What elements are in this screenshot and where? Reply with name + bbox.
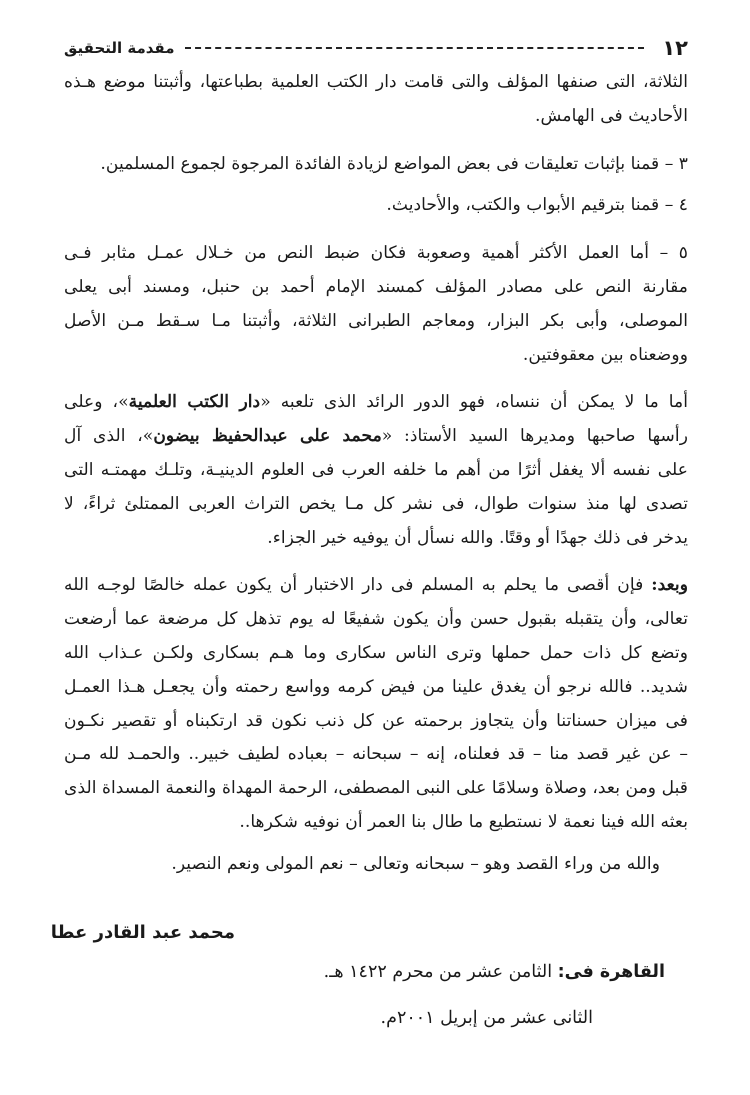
- text-fragment: رأسها صاحبها ومديرها السيد الأستاذ: «: [381, 426, 688, 447]
- page-header: [64, 32, 688, 64]
- document-body: [64, 66, 688, 882]
- text-line: تعالى، وأن يتقبله بقبول حسن وأن يكون شفيعًا له يوم تذهل كل مرضعة عما أرضعت: [64, 609, 688, 630]
- text-line: [64, 386, 688, 420]
- header-rule: [185, 47, 645, 49]
- text-line: الموصلى، وأبى بكر البزار، ومعاجم الطبرانى الثلاثة، وأثبتنا مـا سـقط مـن الأصل: [64, 310, 688, 331]
- director-name: محمد على عبدالحفيظ بيضون: [153, 426, 382, 447]
- running-title: مقدمة التحقيق: [64, 39, 175, 57]
- text-line: ٤ – قمنا بترقيم الأبواب والكتب، والأحاديث.: [386, 195, 688, 216]
- paragraph-item-4: [64, 189, 688, 223]
- paragraph-acknowledgement: [64, 386, 688, 555]
- hijri-date: الثامن عشر من محرم ١٤٢٢ هـ.: [323, 962, 558, 982]
- publisher-name: دار الكتب العلمية: [128, 392, 261, 413]
- text-fragment: أما ما لا يمكن أن ننساه، فهو الدور الرائد الذى تلعبه «: [260, 392, 688, 413]
- text-line: مقارنة النص على مصادر المؤلف كمسند الإمام أحمد بن حنبل، ومسند أبى يعلى: [64, 276, 688, 297]
- text-line: الثلاثة، التى صنفها المؤلف والتى قامت دار الكتب العلمية بطباعتها، وأثبتنا موضع هـذه: [64, 72, 688, 92]
- text-line: الأحاديث فى الهامش.: [535, 105, 688, 126]
- text-line: ٥ – أما العمل الأكثر أهمية وصعوبة فكان ضبط النص من خـلال عمـل مثابر فـى: [64, 243, 688, 264]
- place-label: القاهرة فى:: [557, 962, 665, 982]
- text-fragment: فإن أقصى ما يحلم به المسلم فى دار الاختبار أن يكون عمله خالصًا لوجـه الله: [64, 575, 652, 596]
- text-line: شديد.. فالله نرجو أن يغدق علينا من فيض كرمه وواسع رحمته وأن يجعـل هـذا العمـل: [64, 676, 688, 697]
- paragraph-closing: [64, 569, 688, 839]
- paragraph-item-3: [64, 148, 688, 182]
- dateline-hijri: [324, 962, 665, 982]
- text-line: – عن غير قصد منا – قد فعلناه، إنه – سبحانه – بعباده لطيف خبير.. والحمـد لله مـن: [64, 744, 688, 765]
- text-line: بعثه الله فينا نعمة لا نستطيع ما طال بنا العمر أن نوفيه شكرها..: [239, 811, 688, 832]
- text-fragment: »، وعلى: [64, 392, 129, 413]
- text-line: يدخر فى ذلك جهدًا أو وقتًا. والله نسأل أن يوفيه خير الجزاء.: [267, 527, 688, 548]
- text-line: [64, 569, 688, 603]
- author-signature: محمد عبد القادر عطا: [50, 922, 235, 943]
- text-line: وتضع كل ذات حمل حملها وترى الناس سكارى وما هـم بسكارى ولكـن عـذاب الله: [64, 642, 688, 663]
- text-fragment: »، الذى آل: [64, 426, 154, 447]
- paragraph-final: [64, 848, 688, 882]
- text-line: والله من وراء القصد وهو – سبحانه وتعالى – نعم المولى ونعم النصير.: [171, 853, 660, 874]
- text-line: [64, 420, 688, 454]
- text-line: ووضعناه بين معقوفتين.: [522, 344, 688, 365]
- lead-word: وبعد:: [651, 575, 688, 596]
- text-line: تصدى لها منذ سنوات طوال، فى نشر كل مـا يخص التراث العربى الممتلئ ثراءً، لا: [64, 493, 688, 514]
- page-number: ١٢: [662, 36, 688, 60]
- text-line: ٣ – قمنا بإثبات تعليقات فى بعض المواضع لزيادة الفائدة المرجوة لجموع المسلمين.: [100, 153, 688, 174]
- paragraph-item-5: [64, 237, 688, 372]
- paragraph-hadith-sources: [64, 66, 688, 134]
- dateline-gregorian: الثانى عشر من إبريل ٢٠٠١م.: [380, 1008, 593, 1028]
- text-line: قبل ومن بعد، وصلاة وسلامًا على النبى المصطفى، الرحمة المهداة والنعمة المسداة الذى: [64, 778, 688, 799]
- text-line: على نفسه ألا يغفل أثرًا من أهم ما خلفه العرب فى العلوم الدينيـة، وتلـك مهمتـه التى: [64, 459, 688, 480]
- text-line: فى ميزان حسناتنا وأن يتجاوز برحمته عن كل ذنب نكون قد ارتكبناه أو تقصير نكـون: [64, 710, 688, 731]
